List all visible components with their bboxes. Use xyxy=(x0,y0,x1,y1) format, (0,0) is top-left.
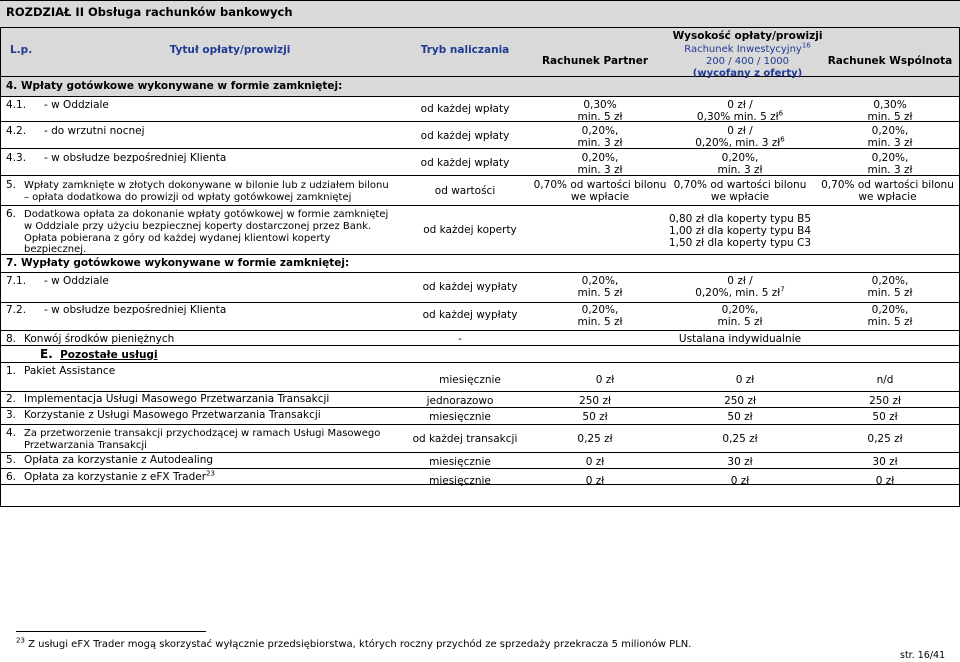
row-6-title-1: Dodatkowa opłata za dokonanie wpłaty gotówkowej w formie zamkniętej xyxy=(24,209,389,220)
row-e3-value-1: 50 zł xyxy=(582,411,608,423)
row-8-title: Konwój środków pieniężnych xyxy=(24,333,175,345)
row-e6-lp: 6. xyxy=(6,471,17,483)
row-7-1-wspolnota-1: 0,20%, xyxy=(871,275,909,287)
row-6-mode: od każdej koperty xyxy=(423,224,517,236)
row-7-1-invest-2: 0,20%, min. 5 $zł^7$ xyxy=(695,285,785,299)
section-4-title: 4. Wpłaty gotówkowe wykonywane w formie zamkniętej: xyxy=(6,80,343,92)
row-e4-lp: 4. xyxy=(6,427,17,439)
rule xyxy=(0,148,960,149)
row-7-1-wspolnota-2: min. 5 zł xyxy=(867,287,913,299)
row-5-mode: od wartości xyxy=(434,185,496,197)
row-e4-value-2: 0,25 zł xyxy=(722,433,758,445)
rule xyxy=(0,424,960,425)
row-e2-title: Implementacja Usługi Masowego Przetwarzania Transakcji xyxy=(24,393,330,405)
rule xyxy=(0,254,960,255)
row-7-2-wspolnota-2: min. 5 zł xyxy=(867,316,913,328)
row-4-3-invest-1: 0,20%, xyxy=(721,152,759,164)
rule xyxy=(0,27,960,28)
section-7-title: 7. Wypłaty gotówkowe wykonywane w formie zamkniętej: xyxy=(6,257,350,269)
row-e3-value-3: 50 zł xyxy=(872,411,898,423)
row-7-2-partner-2: min. 5 zł xyxy=(577,316,623,328)
row-e4-title-2: Przetwarzania Transakcji xyxy=(24,440,147,451)
row-e5-lp: 5. xyxy=(6,454,17,466)
header-invest-line3: (wycofany z oferty) xyxy=(692,68,803,79)
row-e2-value-3: 250 zł xyxy=(869,395,901,407)
row-4-2-lp: 4.2. xyxy=(6,125,27,137)
row-4-1-invest-1: 0 zł / xyxy=(727,99,753,111)
row-6-lp: 6. xyxy=(6,208,17,220)
rule xyxy=(0,272,960,273)
row-4-1-title: - w Oddziale xyxy=(44,99,109,111)
row-e2-value-2: 250 zł xyxy=(724,395,756,407)
row-4-3-partner-1: 0,20%, xyxy=(581,152,619,164)
row-4-1-mode: od każdej wpłaty xyxy=(420,103,510,115)
rule xyxy=(0,362,960,363)
row-4-3-mode: od każdej wpłaty xyxy=(420,157,510,169)
row-e1-value-1: 0 zł xyxy=(595,374,615,386)
row-e2-mode: jednorazowo xyxy=(426,395,494,407)
row-4-2-partner-2: min. 3 zł xyxy=(577,137,623,149)
row-6-invest-2: 1,00 zł dla koperty typu B4 xyxy=(668,225,812,237)
row-7-2-wspolnota-1: 0,20%, xyxy=(871,304,909,316)
row-e1-value-3: n/d xyxy=(876,374,894,386)
rule xyxy=(0,175,960,176)
row-e3-mode: miesięcznie xyxy=(429,411,491,423)
rule xyxy=(0,96,960,97)
row-7-1-title: - w Oddziale xyxy=(44,275,109,287)
row-4-2-partner-1: 0,20%, xyxy=(581,125,619,137)
header-invest-line1: Rachunek Inwestycyjny$^{16}$ xyxy=(684,41,811,55)
row-5-invest-2: we wpłacie xyxy=(710,191,770,203)
row-6-invest-3: 1,50 zł dla koperty typu C3 xyxy=(668,237,812,249)
header-invest-line2: 200 / 400 / 1000 xyxy=(705,56,790,67)
header-partner: Rachunek Partner xyxy=(541,55,649,67)
row-7-2-invest-1: 0,20%, xyxy=(721,304,759,316)
row-5-title-2: – opłata dodatkowa do prowizji od wpłaty gotówkowej zamkniętej xyxy=(24,192,352,203)
row-4-2-mode: od każdej wpłaty xyxy=(420,130,510,142)
rule xyxy=(0,506,960,507)
row-7-1-mode: od każdej wypłaty xyxy=(422,281,518,293)
row-e1-mode: miesięcznie xyxy=(439,374,501,386)
row-4-3-partner-2: min. 3 zł xyxy=(577,164,623,176)
section-title: ROZDZIAŁ II Obsługa rachunków bankowych xyxy=(6,5,293,19)
rule xyxy=(0,0,960,1)
row-7-2-mode: od każdej wypłaty xyxy=(422,309,518,321)
row-e6-value-2: 0 zł xyxy=(730,475,750,487)
row-e4-title-1: Za przetworzenie transakcji przychodzącej w ramach Usługi Masowego xyxy=(24,428,381,439)
row-e1-value-2: 0 zł xyxy=(735,374,755,386)
row-e4-mode: od każdej transakcji xyxy=(412,433,518,445)
row-e3-title: Korzystanie z Usługi Masowego Przetwarzania Transakcji xyxy=(24,409,321,421)
section-e-title: E. Pozostałe usługi xyxy=(40,347,158,361)
row-4-1-partner-2: min. 5 zł xyxy=(577,111,623,123)
row-4-1-partner-1: 0,30% xyxy=(583,99,617,111)
rule xyxy=(0,27,1,506)
page-number: str. 16/41 xyxy=(900,650,946,661)
header-mode: Tryb naliczania xyxy=(420,44,510,56)
row-5-lp: 5. xyxy=(6,179,17,191)
row-5-wspolnota-2: we wpłacie xyxy=(858,191,917,203)
row-7-1-partner-2: min. 5 zł xyxy=(577,287,623,299)
row-8-lp: 8. xyxy=(6,333,17,345)
row-6-title-2: w Oddziale przy użyciu bezpiecznej koperty dostarczonej przez Bank. xyxy=(24,221,372,232)
row-e3-value-2: 50 zł xyxy=(727,411,753,423)
row-7-1-partner-1: 0,20%, xyxy=(581,275,619,287)
row-7-2-lp: 7.2. xyxy=(6,304,27,316)
row-4-1-lp: 4.1. xyxy=(6,99,27,111)
row-e5-value-2: 30 zł xyxy=(727,456,753,468)
row-4-3-wspolnota-1: 0,20%, xyxy=(871,152,909,164)
row-4-2-invest-2: 0,20%, min. 3 $zł^6$ xyxy=(695,135,785,149)
rule xyxy=(0,121,960,122)
row-7-1-lp: 7.1. xyxy=(6,275,27,287)
rule xyxy=(0,391,960,392)
row-4-2-wspolnota-2: min. 3 zł xyxy=(867,137,913,149)
row-4-2-invest-1: 0 zł / xyxy=(727,125,753,137)
row-4-3-lp: 4.3. xyxy=(6,152,27,164)
row-8-value: Ustalana indywidualnie xyxy=(678,333,802,345)
row-e6-value-3: 0 zł xyxy=(875,475,895,487)
row-e1-title: Pakiet Assistance xyxy=(24,365,116,377)
row-5-partner-2: we wpłacie xyxy=(570,191,630,203)
rule xyxy=(0,302,960,303)
row-e6-title: Opłata za korzystanie z eFX Trader$^{23}$ xyxy=(24,469,215,483)
row-8-mode: - xyxy=(458,333,462,345)
row-4-1-wspolnota-2: min. 5 zł xyxy=(867,111,913,123)
row-4-2-title: - do wrzutni nocnej xyxy=(44,125,145,137)
row-e5-mode: miesięcznie xyxy=(429,456,491,468)
row-e2-value-1: 250 zł xyxy=(579,395,611,407)
row-5-partner-1: 0,70% od wartości bilonu xyxy=(533,179,667,191)
row-e5-value-3: 30 zł xyxy=(872,456,898,468)
row-5-invest-1: 0,70% od wartości bilonu xyxy=(673,179,807,191)
header-group: Wysokość opłaty/prowizji xyxy=(672,30,823,42)
row-7-2-title: - w obsłudze bezpośredniej Klienta xyxy=(44,304,227,316)
row-4-1-wspolnota-1: 0,30% xyxy=(873,99,907,111)
row-e4-value-3: 0,25 zł xyxy=(867,433,903,445)
row-6-title-3: Opłata pobierana z góry od każdej wydanej klientowi koperty xyxy=(24,233,331,244)
row-4-1-invest-2: 0,30% min. 5 $zł^6$ xyxy=(696,109,784,123)
row-e2-lp: 2. xyxy=(6,393,17,405)
row-7-2-invest-2: min. 5 zł xyxy=(717,316,763,328)
row-e4-value-1: 0,25 zł xyxy=(577,433,613,445)
row-6-invest-1: 0,80 zł dla koperty typu B5 xyxy=(668,213,812,225)
row-7-2-partner-1: 0,20%, xyxy=(581,304,619,316)
row-4-3-title: - w obsłudze bezpośredniej Klienta xyxy=(44,152,227,164)
row-7-1-invest-1: 0 zł / xyxy=(727,275,753,287)
row-4-3-invest-2: min. 3 zł xyxy=(717,164,763,176)
row-e5-value-1: 0 zł xyxy=(585,456,605,468)
row-e6-value-1: 0 zł xyxy=(585,475,605,487)
row-e6-mode: miesięcznie xyxy=(429,475,491,487)
rule xyxy=(0,452,960,453)
row-6-title-4: bezpiecznej. xyxy=(24,244,87,255)
row-4-3-wspolnota-2: min. 3 zł xyxy=(867,164,913,176)
row-e1-lp: 1. xyxy=(6,365,17,377)
row-e5-title: Opłata za korzystanie z Autodealing xyxy=(24,454,214,466)
header-wspolnota: Rachunek Wspólnota xyxy=(827,55,953,67)
header-title: Tytuł opłaty/prowizji xyxy=(169,44,291,56)
header-lp: L.p. xyxy=(10,44,33,56)
row-e3-lp: 3. xyxy=(6,409,17,421)
footnote-separator xyxy=(16,631,206,632)
row-4-2-wspolnota-1: 0,20%, xyxy=(871,125,909,137)
row-5-wspolnota-1: 0,70% od wartości bilonu xyxy=(821,179,954,191)
footnote: $^{23}$ Z usługi eFX Trader mogą skorzystać wyłącznie przedsiębiorstwa, których roczny przychód ze sprzedaży przekracza 5 milionów PLN. xyxy=(16,636,692,650)
rule xyxy=(0,205,960,206)
row-5-title-1: Wpłaty zamknięte w złotych dokonywane w bilonie lub z udziałem bilonu xyxy=(24,180,389,191)
rule xyxy=(0,330,960,331)
